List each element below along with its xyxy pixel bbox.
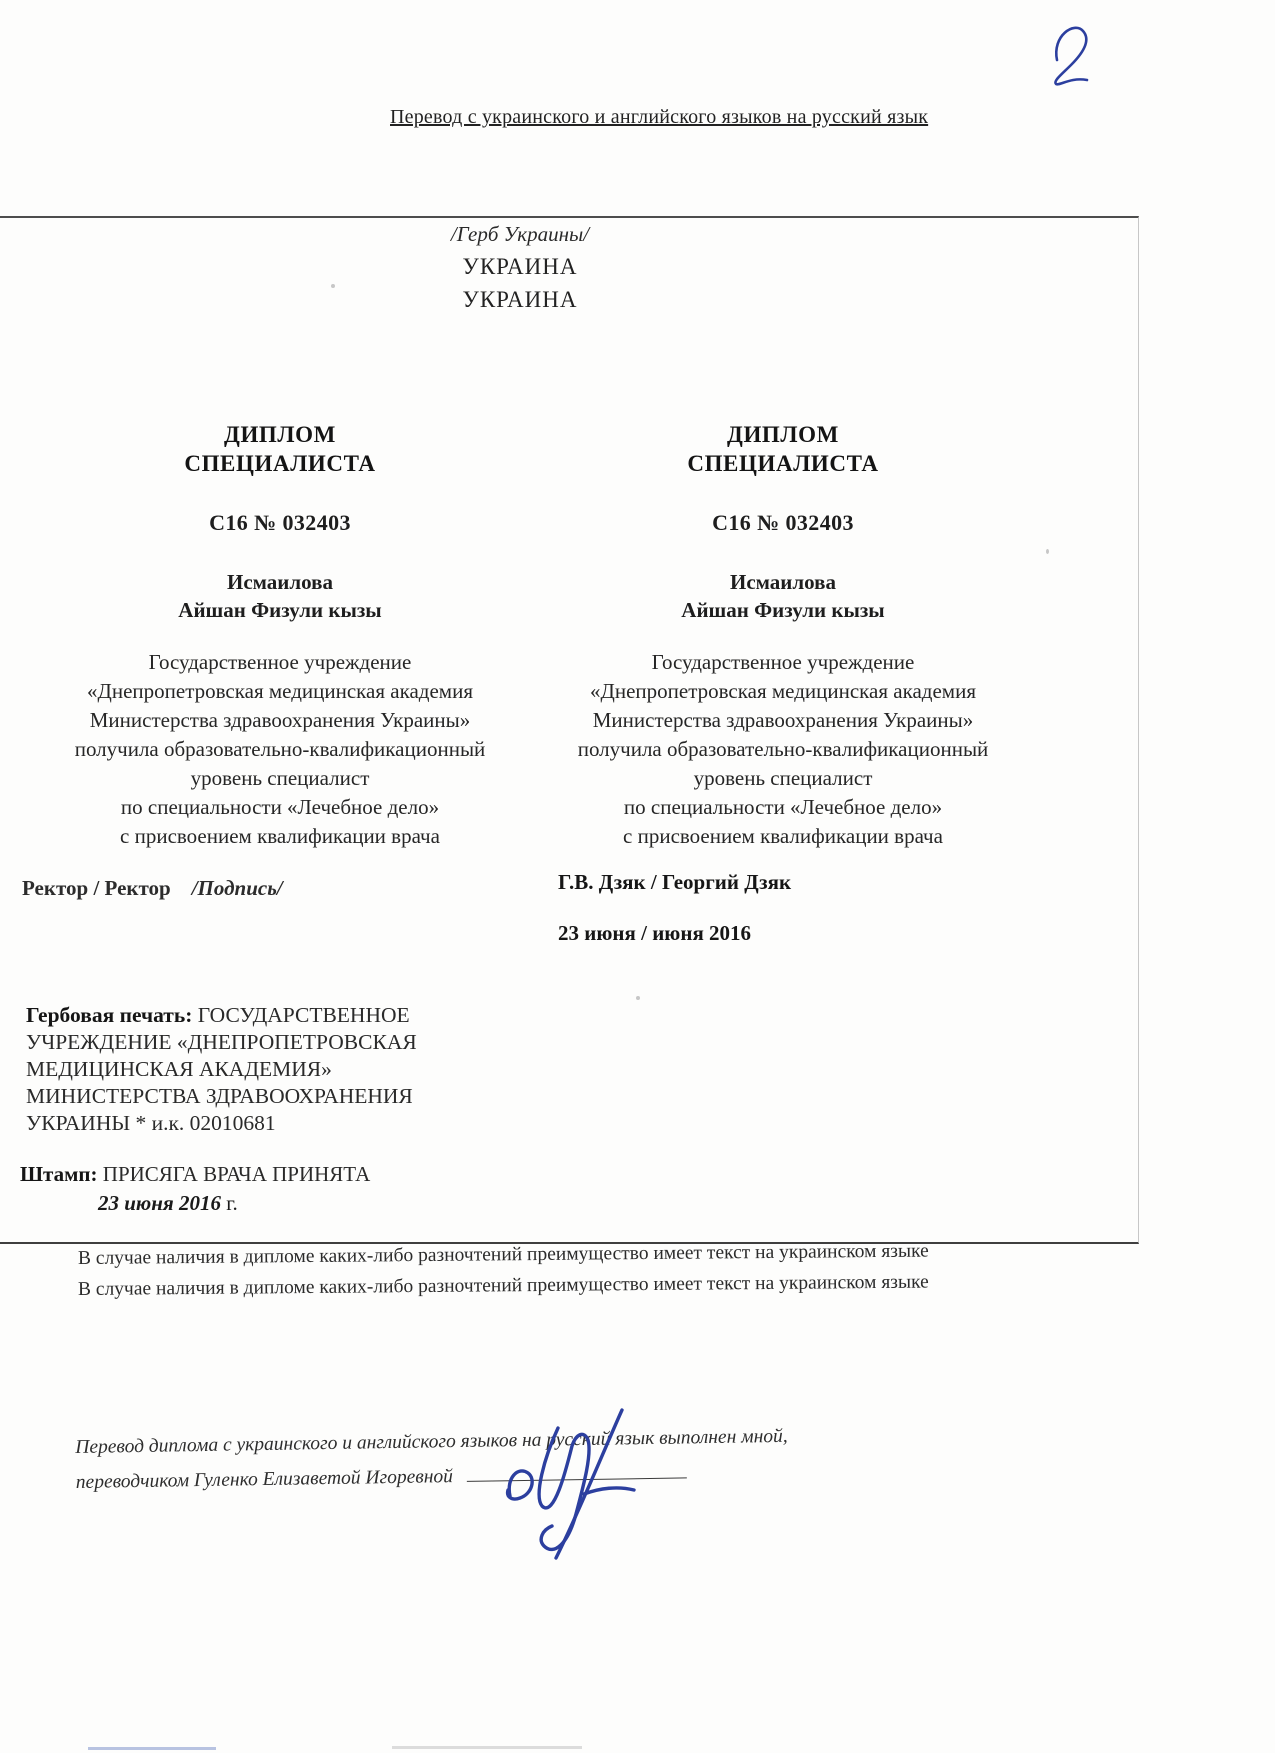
diploma-serial: С16 № 032403 (712, 510, 854, 535)
diploma-column-right (548, 420, 1018, 851)
body-line: Государственное учреждение (148, 650, 412, 674)
country-name-en: УКРАИНА (462, 287, 578, 312)
diploma-body (548, 648, 1018, 851)
stamp-text: ПРИСЯГА ВРАЧА ПРИНЯТА (97, 1162, 371, 1186)
seal-line: МЕДИЦИНСКАЯ АКАДЕМИЯ» (26, 1057, 332, 1081)
stamp-date-line (98, 1191, 238, 1216)
body-line: получила образовательно-квалификационный (74, 737, 486, 761)
seal-line: МИНИСТЕРСТВА ЗДРАВООХРАНЕНИЯ (26, 1084, 413, 1108)
graduate-given-name: Айшан Физули кызы (178, 598, 382, 622)
scan-artifact-line (88, 1747, 216, 1750)
rector-signature-line (22, 876, 283, 901)
translator-name: переводчиком Гуленко Елизаветой Игоревной (75, 1466, 454, 1493)
herald-block (335, 222, 705, 313)
disclaimer-line-1: В случае наличия в дипломе каких-либо разночтений преимущество имеет текст на украинском языке (77, 1240, 929, 1269)
translator-line-1: Перевод диплома с украинского и английского языков на русский язык выполнен мной, (75, 1425, 788, 1458)
graduate-given-name: Айшан Физули кызы (681, 598, 885, 622)
rector-label: Ректор / Ректор (22, 876, 171, 900)
stamp-label: Штамп: (20, 1162, 98, 1186)
diploma-title-line2: СПЕЦИАЛИСТА (184, 451, 376, 476)
graduate-surname: Исмаилова (226, 570, 333, 594)
translation-header: Перевод с украинского и английского языков на русский язык (390, 106, 929, 128)
diploma-title-line1: ДИПЛОМ (224, 422, 336, 447)
rector-name: Г.В. Дзяк / Георгий Дзяк (558, 870, 792, 894)
stamp-date: 23 июня 2016 (98, 1191, 221, 1215)
scan-speck (331, 284, 335, 288)
signature-note: /Подпись/ (191, 876, 283, 900)
coat-of-arms-note: /Герб Украины/ (450, 222, 590, 246)
seal-label: Гербовая печать: (26, 1003, 193, 1027)
stamp-transcription (20, 1162, 370, 1187)
issue-date: 23 июня / июня 2016 (558, 921, 752, 945)
country-name-uk: УКРАИНА (462, 254, 578, 279)
scan-speck (636, 996, 640, 1000)
disclaimer-line-2: В случае наличия в дипломе каких-либо разночтений преимущество имеет текст на украинском языке (77, 1271, 929, 1300)
seal-transcription (26, 1002, 496, 1137)
diploma-body (45, 648, 515, 851)
diploma-column-left (45, 420, 515, 851)
translator-signature-icon (472, 1398, 672, 1568)
body-line: уровень специалист (693, 766, 873, 790)
translator-certification (75, 1418, 856, 1500)
diploma-serial: С16 № 032403 (209, 510, 351, 535)
body-line: «Днепропетровская медицинская академия (87, 679, 473, 703)
diploma-title-line2: СПЕЦИАЛИСТА (687, 451, 879, 476)
body-line: получила образовательно-квалификационный (577, 737, 989, 761)
body-line: «Днепропетровская медицинская академия (590, 679, 976, 703)
seal-line1-rest: ГОСУДАРСТВЕННОЕ (192, 1003, 410, 1027)
scan-artifact-line (392, 1746, 582, 1749)
body-line: уровень специалист (190, 766, 370, 790)
seal-line (26, 1002, 496, 1029)
body-line: Государственное учреждение (651, 650, 915, 674)
scan-speck (1046, 549, 1049, 554)
stamp-date-suffix: г. (221, 1191, 238, 1215)
seal-line: УЧРЕЖДЕНИЕ «ДНЕПРОПЕТРОВСКАЯ (26, 1030, 417, 1054)
body-line: по специальности «Лечебное дело» (623, 795, 943, 819)
seal-line: УКРАИНЫ * и.к. 02010681 (26, 1111, 276, 1135)
diploma-title-line1: ДИПЛОМ (727, 422, 839, 447)
graduate-surname: Исмаилова (729, 570, 836, 594)
body-line: по специальности «Лечебное дело» (120, 795, 440, 819)
body-line: с присвоением квалификации врача (120, 824, 440, 848)
body-line: с присвоением квалификации врача (623, 824, 943, 848)
body-line: Министерства здравоохранения Украины» (592, 708, 974, 732)
handwritten-page-number-icon (1044, 16, 1102, 88)
body-line: Министерства здравоохранения Украины» (89, 708, 471, 732)
